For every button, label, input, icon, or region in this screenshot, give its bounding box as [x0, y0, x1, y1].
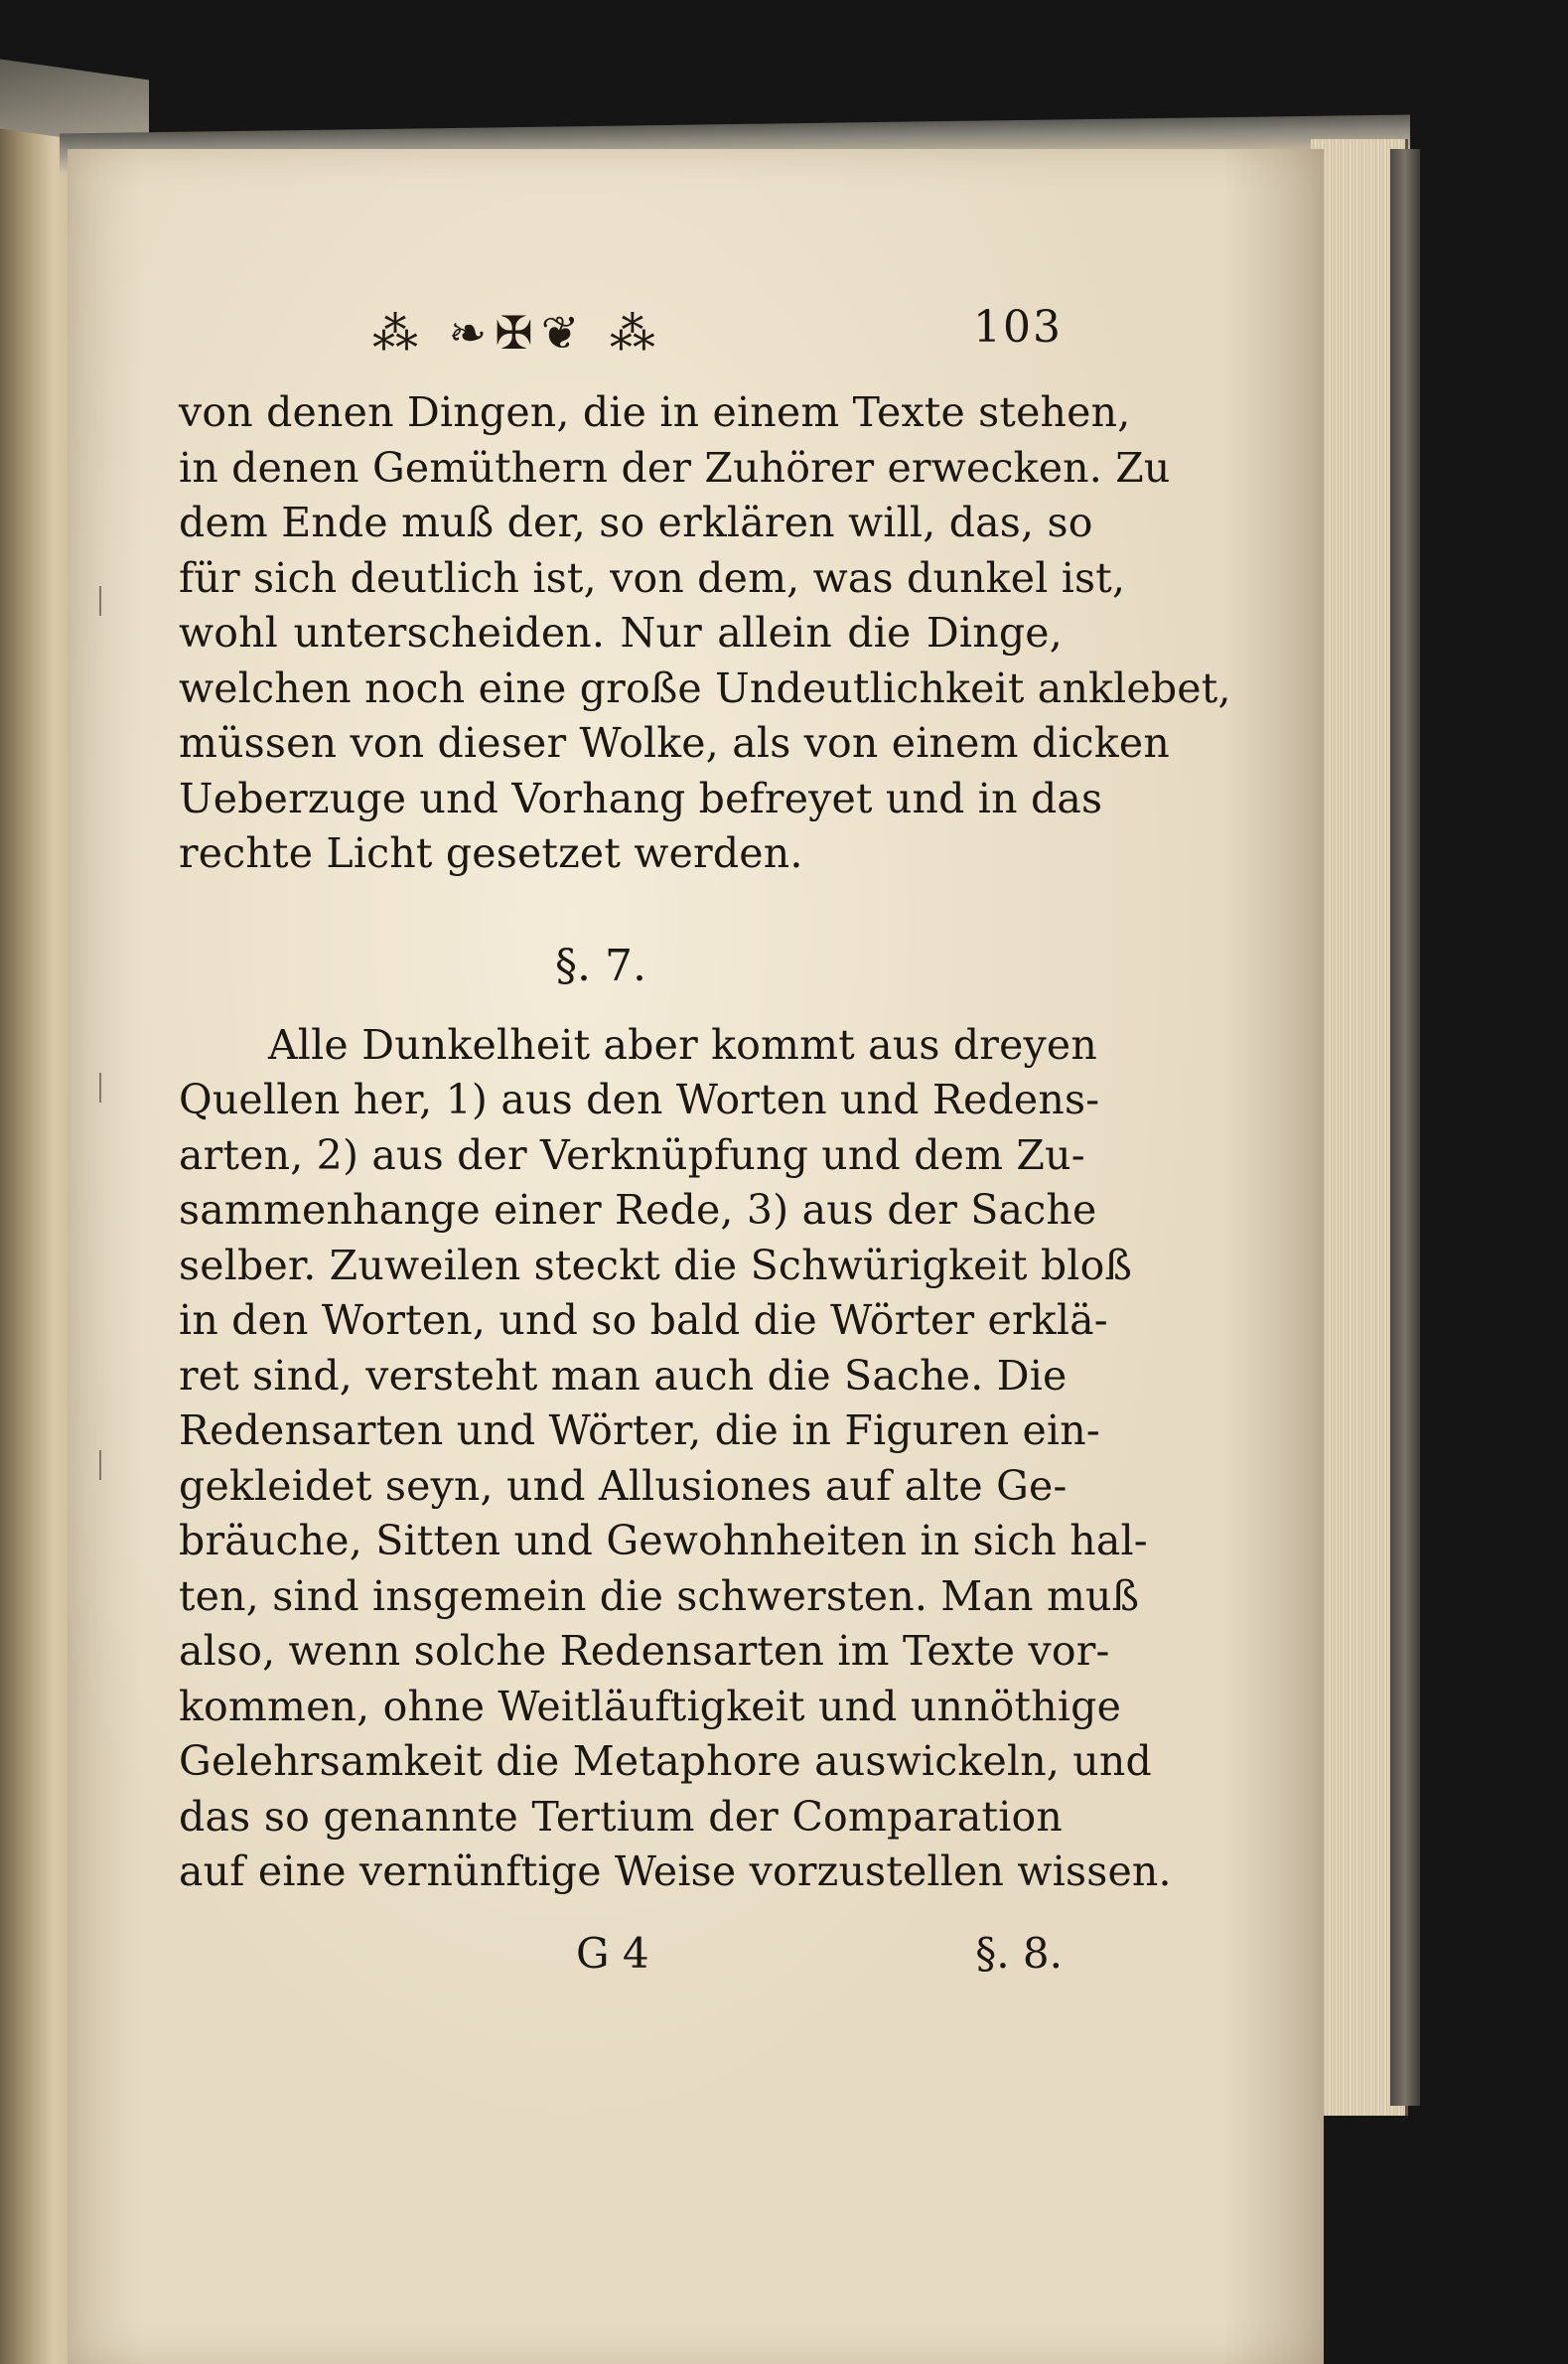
text-line: also, wenn solche Redensarten im Texte vor- — [179, 1627, 1110, 1675]
section-heading: §. 7. — [555, 940, 646, 991]
text-line: Alle Dunkelheit aber kommt aus dreyen — [268, 1020, 1097, 1069]
text-line: sammenhange einer Rede, 3) aus der Sache — [179, 1186, 1097, 1234]
text-line: gekleidet seyn, und Allusiones auf alte Ge- — [179, 1461, 1068, 1510]
text-line: in denen Gemüthern der Zuhörer erwecken. Zu — [179, 443, 1171, 492]
text-line: rechte Licht gesetzet werden. — [179, 829, 803, 877]
previous-page-edge — [0, 109, 71, 2364]
text-line: arten, 2) aus der Verknüpfung und dem Zu- — [179, 1130, 1085, 1179]
margin-mark — [99, 1073, 101, 1103]
page-number: 103 — [973, 302, 1063, 353]
margin-mark — [99, 1450, 101, 1480]
text-line: müssen von dieser Wolke, als von einem dicken — [179, 719, 1170, 767]
page-footer — [179, 1924, 1063, 1984]
running-header — [179, 298, 1063, 377]
signature-mark: G 4 — [576, 1928, 649, 1978]
text-line: dem Ende muß der, so erklären will, das, so — [179, 499, 1093, 546]
page-text — [179, 298, 1231, 1984]
text-line: wohl unterscheiden. Nur allein die Dinge, — [179, 609, 1063, 657]
text-line: Redensarten und Wörter, die in Figuren ein- — [179, 1406, 1100, 1454]
margin-mark — [99, 586, 101, 616]
text-line: von denen Dingen, die in einem Texte stehen, — [179, 388, 1131, 436]
text-line: Quellen her, 1) aus den Worten und Redens- — [179, 1076, 1100, 1123]
text-line: das so genannte Tertium der Comparation — [179, 1792, 1063, 1841]
catchword: §. 8. — [975, 1928, 1063, 1978]
text-line: selber. Zuweilen steckt die Schwürigkeit bloß — [179, 1241, 1133, 1289]
paragraph-continuation — [179, 385, 1231, 882]
text-line: für sich deutlich ist, von dem, was dunkel ist, — [179, 553, 1126, 602]
text-line: Gelehrsamkeit die Metaphore auswickeln, und — [179, 1737, 1152, 1785]
text-line: ret sind, versteht man auch die Sache. Die — [179, 1351, 1068, 1400]
header-ornament: ⁂ ❧✠❦ ⁂ — [372, 306, 663, 360]
paragraph-section-7 — [179, 1018, 1172, 1900]
text-line: auf eine vernünftige Weise vorzustellen wissen. — [179, 1847, 1172, 1895]
text-line: bräuche, Sitten und Gewohnheiten in sich hal- — [179, 1517, 1148, 1564]
text-line: kommen, ohne Weitläuftigkeit und unnöthige — [179, 1682, 1122, 1730]
text-line: in den Worten, und so bald die Wörter erklä- — [179, 1296, 1108, 1344]
book-cover-right-edge — [1390, 149, 1420, 2106]
text-line: ten, sind insgemein die schwersten. Man muß — [179, 1571, 1140, 1620]
text-line: welchen noch eine große Undeutlichkeit anklebet, — [179, 664, 1231, 712]
text-line: Ueberzuge und Vorhang befreyet und in das — [179, 774, 1103, 822]
